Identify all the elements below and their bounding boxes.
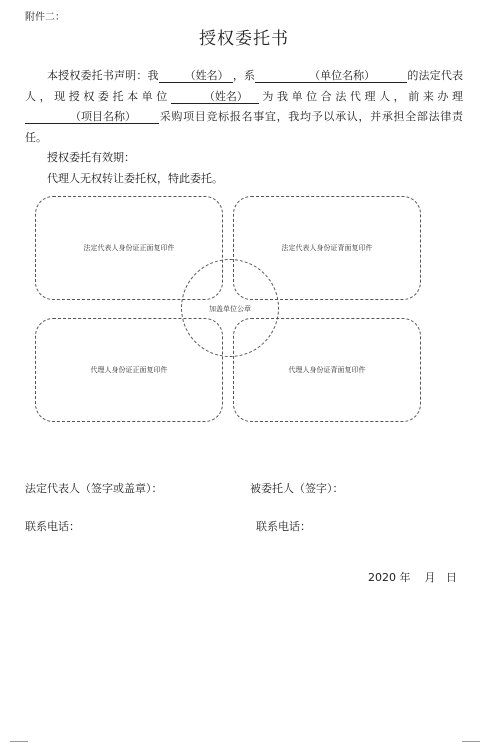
declaration-text-3: 的法定代表人，现授权委托本单位 <box>25 69 464 103</box>
company-seal-label: 加盖单位公章 <box>209 305 251 313</box>
declaration-text-4: 为我单位合法代理人，前来办理 <box>258 89 464 103</box>
agent-phone-label: 联系电话： <box>256 520 311 533</box>
page-corner-mark-right <box>462 741 480 742</box>
document-body <box>25 66 463 189</box>
agent-id-back-label: 代理人身份证背面复印件 <box>288 366 366 374</box>
declaration-text-1: 本授权委托书声明：我 <box>47 69 159 82</box>
legal-rep-phone-label: 联系电话： <box>25 520 80 533</box>
declaration-text-2: ，系 <box>232 69 256 82</box>
no-transfer-line: 代理人无权转让委托权，特此委托。 <box>47 171 223 185</box>
legal-rep-name-blank: （姓名） <box>159 69 233 83</box>
agent-id-front-label: 代理人身份证正面复印件 <box>90 366 168 374</box>
legal-rep-id-back-label: 法定代表人身份证背面复印件 <box>281 244 373 252</box>
legal-rep-id-front-label: 法定代表人身份证正面复印件 <box>83 244 175 252</box>
document-title: 授权委托书 <box>199 29 289 49</box>
unit-name-blank: （单位名称） <box>255 69 407 83</box>
date-line: 2020 年 月 日 <box>368 571 457 584</box>
attachment-label: 附件二： <box>25 12 65 23</box>
page-corner-mark-left <box>10 741 28 742</box>
validity-line: 授权委托有效期： <box>47 151 135 164</box>
declaration-paragraph <box>25 66 463 148</box>
agent-name-blank: （姓名） <box>171 90 259 104</box>
legal-rep-signature-label: 法定代表人（签字或盖章）： <box>25 482 163 495</box>
agent-signature-label: 被委托人（签字）： <box>250 482 344 495</box>
project-name-blank: （项目名称） <box>25 110 159 124</box>
declaration-text-5: 采购项目竞标报名事宜，我均予以承认，并承担全部法律责任。 <box>25 110 463 144</box>
